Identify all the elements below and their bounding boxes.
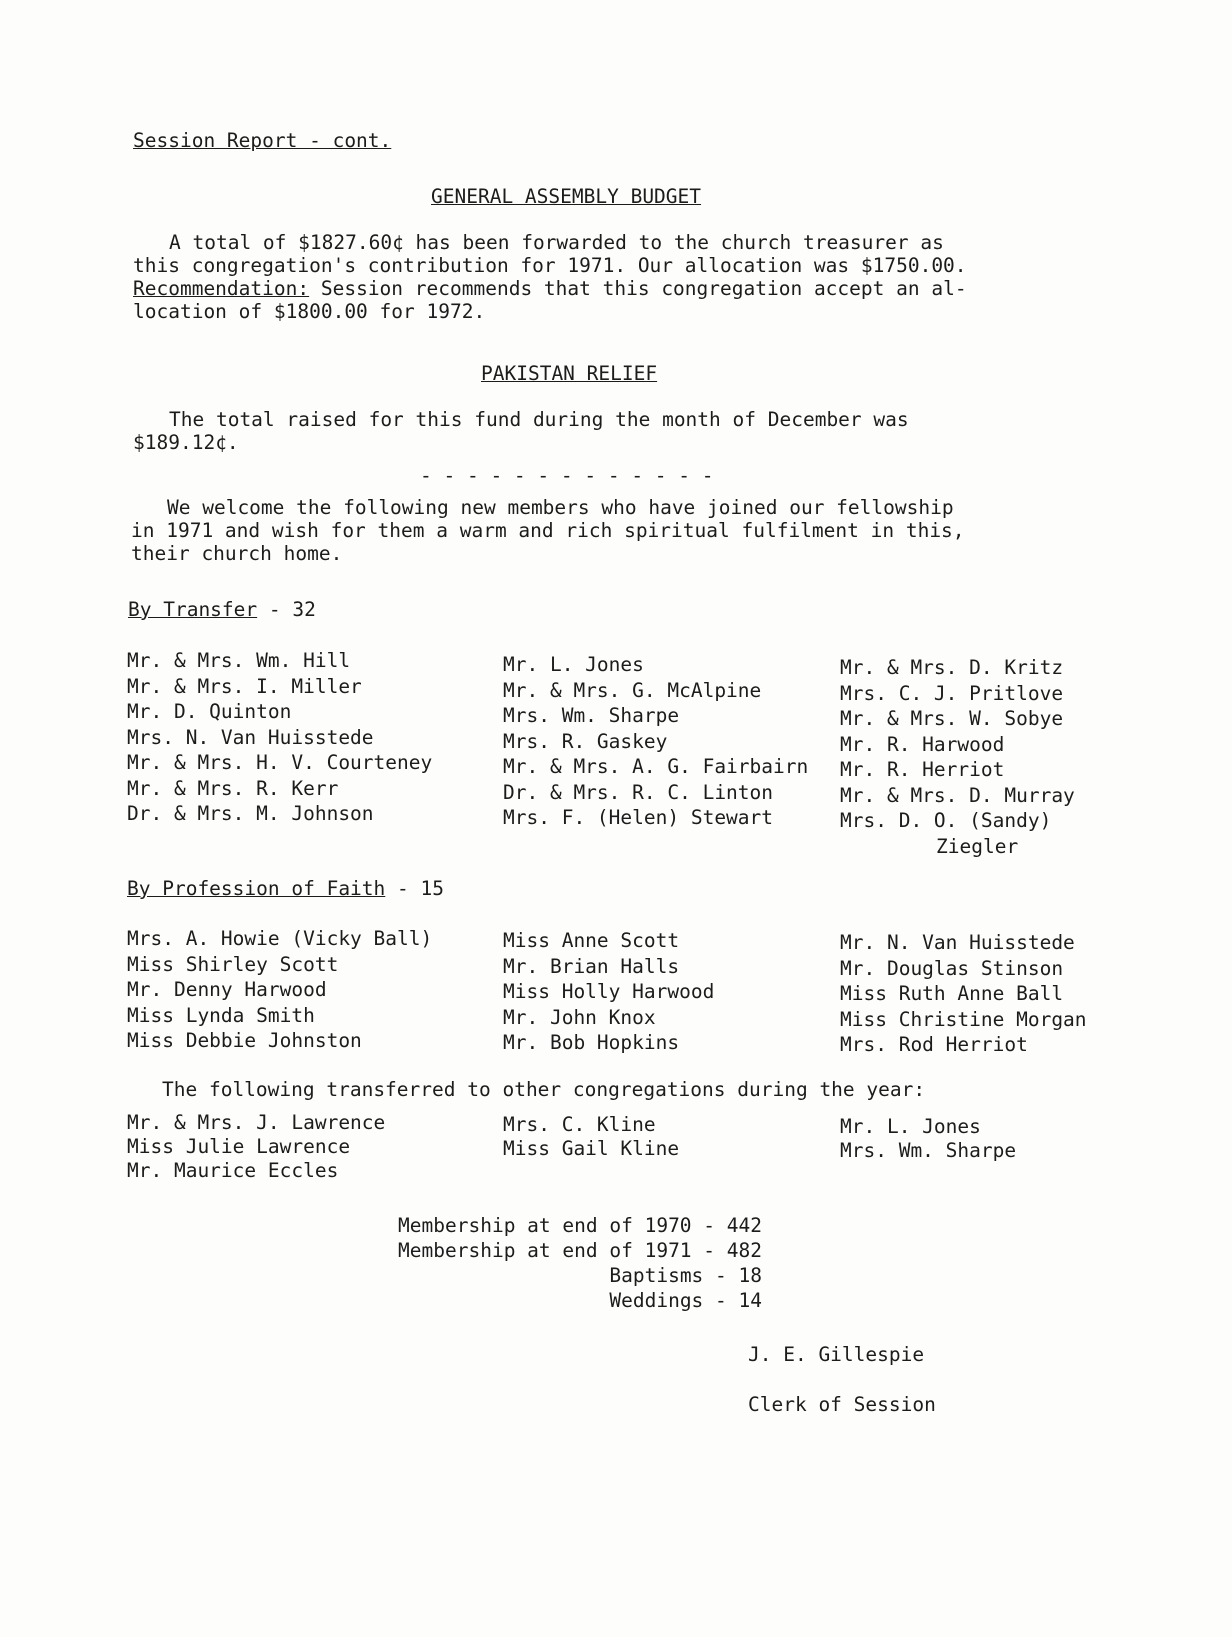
list-item: Ziegler (936, 834, 1019, 858)
list-item: Miss Debbie Johnston (127, 1029, 362, 1052)
list-item: Mr. N. Van Huisstede (840, 931, 1075, 954)
list-item: Mr. & Mrs. Wm. Hill (127, 649, 351, 672)
list-item: Mrs. A. Howie (Vicky Ball) (127, 927, 433, 950)
list-item: Mr. Denny Harwood (127, 978, 327, 1001)
list-item: Miss Anne Scott (503, 929, 680, 952)
list-item: Miss Shirley Scott (127, 952, 339, 976)
ga-budget-line-3: Recommendation: Session recommends that this congregation accept an al- (133, 277, 967, 300)
profession-heading: By Profession of Faith - 15 (127, 877, 444, 900)
pakistan-line-2: $189.12¢. (133, 431, 239, 454)
list-item: Mrs. Wm. Sharpe (503, 704, 680, 727)
list-item: Mrs. C. J. Pritlove (840, 681, 1064, 705)
welcome-paragraph (131, 496, 965, 565)
transferred-out-intro: The following transferred to other congregations during the year: (162, 1078, 926, 1101)
list-item: Mr. Brian Halls (503, 954, 680, 978)
welcome-line-1: We welcome the following new members who have joined our fellowship (167, 496, 954, 519)
list-item: Mr. & Mrs. J. Lawrence (127, 1111, 386, 1134)
ga-budget-line-2: this congregation's contribution for 1971. Our allocation was $1750.00. (133, 254, 967, 277)
stat-line: Weddings - 14 (609, 1289, 762, 1312)
list-item: Mr. & Mrs. A. G. Fairbairn (503, 755, 809, 778)
list-item: Mrs. D. O. (Sandy) (840, 809, 1052, 832)
welcome-line-2: in 1971 and wish for them a warm and rich spiritual fulfilment in this, (131, 519, 965, 542)
signature-name: J. E. Gillespie (748, 1343, 925, 1366)
pakistan-heading: PAKISTAN RELIEF (481, 362, 658, 385)
transfer-column-3 (840, 655, 1075, 859)
list-item: Mr. Bob Hopkins (503, 1031, 680, 1054)
list-item: Miss Julie Lawrence (127, 1135, 351, 1158)
list-item: Miss Ruth Anne Ball (840, 982, 1064, 1005)
list-item: Mrs. N. Van Huisstede (127, 725, 374, 749)
list-item: Mr. & Mrs. H. V. Courteney (127, 751, 433, 774)
list-item: Mr. Maurice Eccles (127, 1159, 339, 1182)
list-item: Miss Lynda Smith (127, 1003, 315, 1027)
list-item: Dr. & Mrs. M. Johnson (127, 802, 374, 825)
recommendation-label: Recommendation: (133, 277, 310, 300)
list-item: Mr. L. Jones (503, 653, 644, 676)
ga-budget-line-1: A total of $1827.60¢ has been forwarded to the church treasurer as (169, 231, 944, 254)
stat-line: Membership at end of 1970 - 442 (398, 1214, 762, 1237)
list-item: Mr. & Mrs. D. Kritz (840, 656, 1064, 679)
list-item: Mr. John Knox (503, 1005, 656, 1029)
ga-budget-heading: GENERAL ASSEMBLY BUDGET (431, 185, 702, 208)
list-item: Mrs. C. Kline (503, 1113, 656, 1136)
profession-column-1 (127, 926, 432, 1054)
stat-line: Membership at end of 1971 - 482 (398, 1239, 762, 1262)
ga-budget-paragraph (133, 231, 967, 323)
list-item: Mr. R. Herriot (840, 758, 1005, 781)
list-item: Mr. & Mrs. I. Miller (127, 674, 362, 698)
ga-budget-line-4: location of $1800.00 for 1972. (133, 300, 486, 323)
list-item: Miss Gail Kline (503, 1137, 680, 1160)
list-item: Mrs. R. Gaskey (503, 729, 668, 753)
list-item: Miss Holly Harwood (503, 980, 715, 1003)
transferred-out-column-2 (503, 1113, 679, 1161)
list-item: Mr. D. Quinton (127, 700, 292, 723)
section-separator: - - - - - - - - - - - - - (420, 464, 714, 487)
list-item: Mr. R. Harwood (840, 732, 1005, 756)
transferred-out-column-3 (840, 1115, 1016, 1163)
welcome-line-3: their church home. (131, 542, 343, 565)
stat-line: Baptisms - 18 (609, 1264, 762, 1287)
profession-column-3 (840, 930, 1087, 1058)
list-item: Mr. & Mrs. G. McAlpine (503, 678, 762, 702)
list-item: Dr. & Mrs. R. C. Linton (503, 780, 774, 804)
signature-title: Clerk of Session (748, 1393, 936, 1416)
list-item: Miss Christine Morgan (840, 1007, 1087, 1031)
transfer-column-2 (503, 652, 808, 831)
list-item: Mrs. Wm. Sharpe (840, 1139, 1017, 1162)
list-item: Mr. & Mrs. D. Murray (840, 783, 1075, 807)
list-item: Mrs. F. (Helen) Stewart (503, 806, 774, 829)
list-item: Mr. & Mrs. W. Sobye (840, 707, 1064, 730)
transfer-heading: By Transfer - 32 (128, 598, 316, 621)
transferred-out-column-1 (127, 1111, 385, 1183)
profession-column-2 (503, 928, 714, 1056)
transfer-column-1 (127, 648, 432, 827)
list-item: Mr. L. Jones (840, 1115, 981, 1138)
pakistan-line-1: The total raised for this fund during the month of December was (169, 408, 909, 431)
page-title: Session Report - cont. (133, 129, 392, 152)
pakistan-paragraph (133, 408, 909, 454)
membership-stats (398, 1213, 762, 1313)
list-item: Mr. Douglas Stinson (840, 956, 1064, 980)
list-item: Mrs. Rod Herriot (840, 1033, 1028, 1056)
list-item: Mr. & Mrs. R. Kerr (127, 776, 339, 800)
